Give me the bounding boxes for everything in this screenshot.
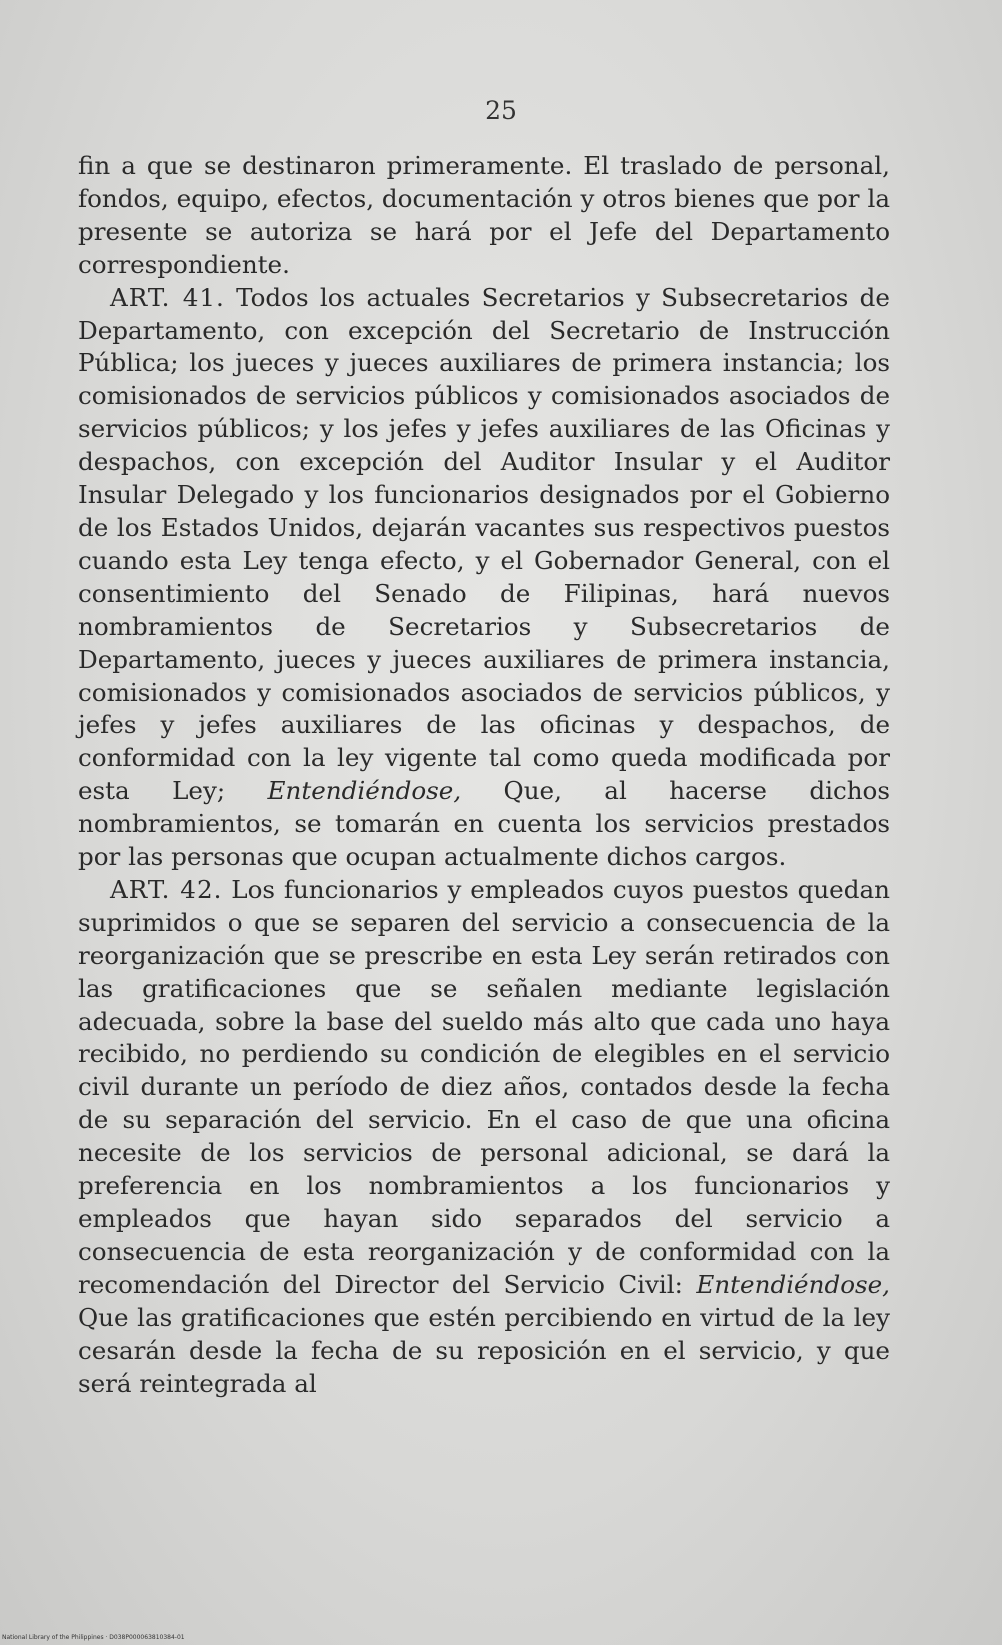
paragraph-continuation	[78, 150, 890, 282]
paragraph-article-41	[78, 282, 890, 874]
text-segment: Todos los actuales Secretarios y Subsecretarios de Departamento, con excepción del Secretario de Instrucción Pública; los jueces y jueces auxiliares de primera instancia; los comisionados de servicios públicos y comisionados asociados de servicios públicos; y los jefes y jefes auxiliares de las Oficinas y despachos, con excepción del Auditor Insular y el Auditor Insular Delegado y los funcionarios designados por el Gobierno de los Estados Unidos, dejarán vacantes sus respectivos puestos cuando esta Ley tenga efecto, y el Gobernador General, con el consentimiento del Senado de Filipinas, hará nuevos nombramientos de Secretarios y Subsecretarios de Departamento, jueces y jueces auxiliares de primera instancia, comisionados y comisionados asociados de servicios públicos, y jefes y jefes auxiliares de las oficinas y despachos, de conformidad con la ley vigente tal como queda modificada por esta Ley;	[78, 282, 890, 806]
article-label: ART. 42.	[110, 874, 223, 904]
body-text	[78, 150, 890, 1400]
text-segment: Que, al hacerse dichos nombramientos, se tomarán en cuenta los servicios prestados por las personas que ocupan actualmente dichos cargos.	[78, 776, 890, 872]
text-segment: fin a que se destinaron primeramente. El traslado de personal, fondos, equipo, efectos, documentación y otros bienes que por la presente se autoriza se hará por el Jefe del Departamento correspondiente.	[78, 151, 890, 279]
article-label: ART. 41.	[110, 282, 225, 312]
italic-term: Entendiéndose,	[267, 776, 462, 806]
text-segment: Los funcionarios y empleados cuyos puestos quedan suprimidos o que se separen del servicio a consecuencia de la reorganización que se prescribe en esta Ley serán retirados con las gratificaciones que se señalen mediante legislación adecuada, sobre la base del sueldo más alto que cada uno haya recibido, no perdiendo su condición de elegibles en el servicio civil durante un período de diez años, contados desde la fecha de su separación del servicio. En el caso de que una oficina necesite de los servicios de personal adicional, se dará la preferencia en los nombramientos a los funcionarios y empleados que hayan sido separados del servicio a consecuencia de esta reorganización y de conformidad con la recomendación del Director del Servicio Civil:	[78, 874, 890, 1299]
italic-term: Entendiéndose,	[696, 1269, 890, 1299]
scan-footer: National Library of the Philippines · D038P000063810384-01	[2, 1634, 185, 1641]
paragraph-article-42	[78, 874, 890, 1401]
text-segment: Que las gratificaciones que estén percibiendo en virtud de la ley cesarán desde la fecha de su reposición en el servicio, y que será reintegrada al	[78, 1302, 890, 1398]
page-number: 25	[485, 96, 517, 125]
